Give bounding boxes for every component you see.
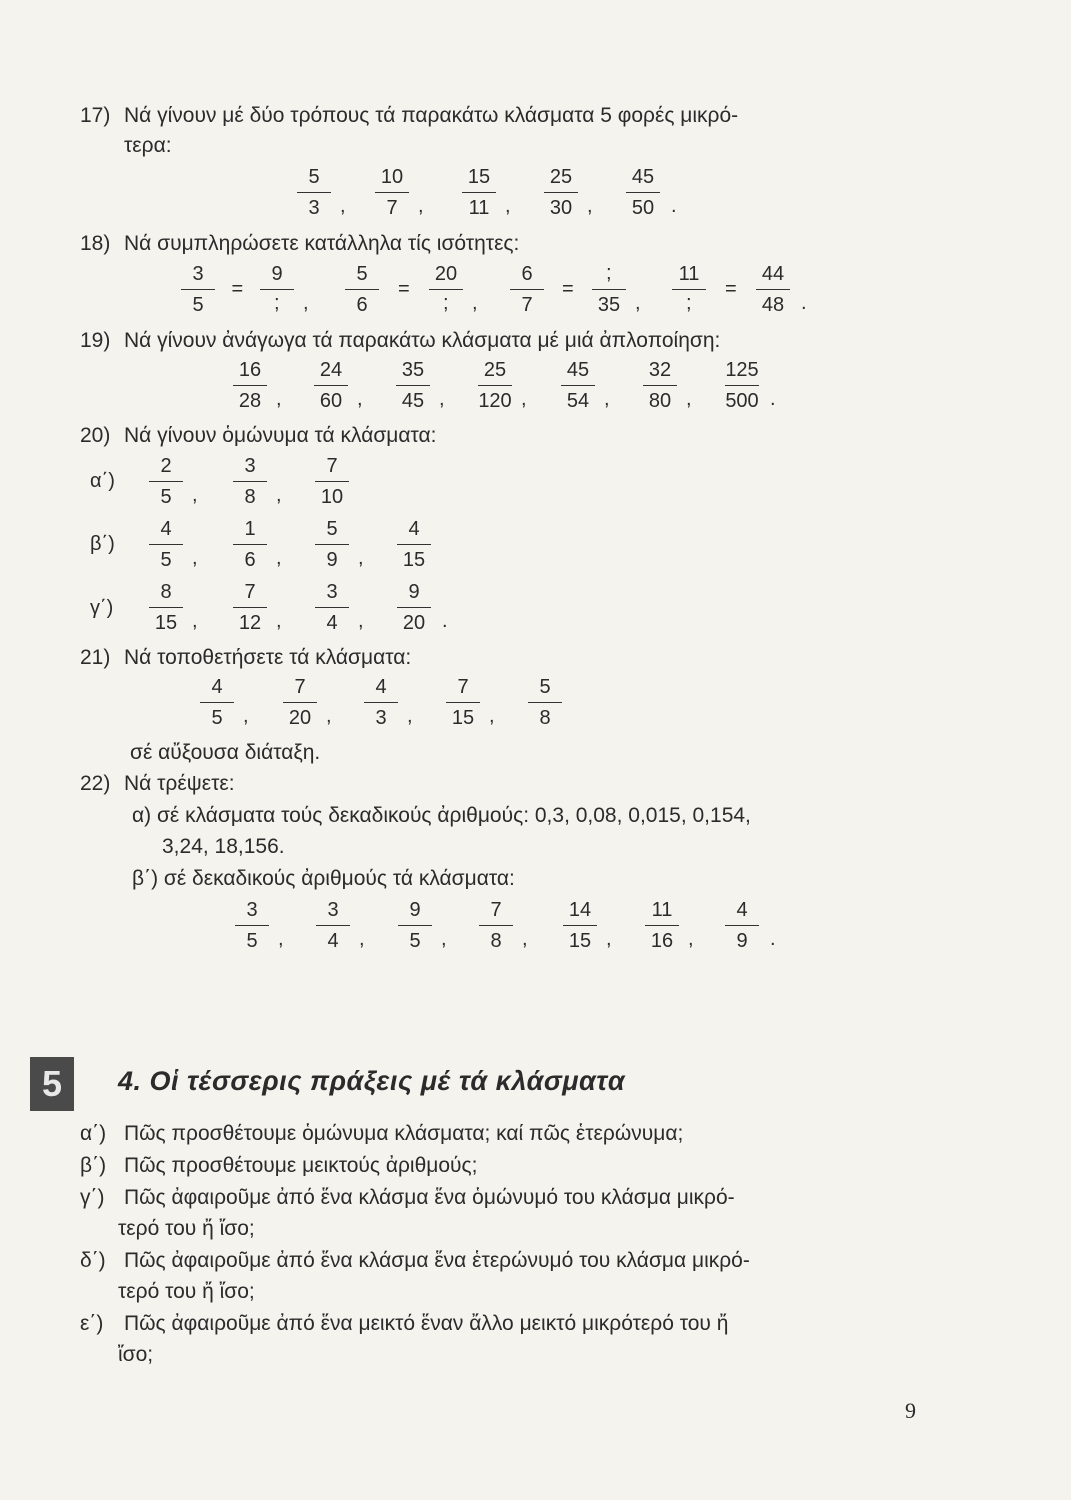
question-a xyxy=(80,1121,683,1147)
ex20-c-fractions xyxy=(0,580,1071,640)
fraction xyxy=(306,580,358,635)
numerator: 14 xyxy=(568,899,592,921)
fraction-bar xyxy=(478,385,512,386)
denominator: 20 xyxy=(402,612,426,634)
fraction-bar xyxy=(297,192,331,193)
comma: , xyxy=(243,705,249,727)
denominator: 10 xyxy=(320,486,344,508)
comma: , xyxy=(688,928,694,950)
fraction xyxy=(389,898,441,953)
fraction-bar xyxy=(479,925,513,926)
blank-marker: ; xyxy=(443,292,449,314)
ex21-after: σέ αὔξουσα διάταξη. xyxy=(130,741,321,764)
period: . xyxy=(442,610,448,632)
numerator: 4 xyxy=(375,676,387,698)
ex20-c-label: γ΄) xyxy=(90,597,114,619)
fraction-bar xyxy=(233,607,267,608)
ex22-fractions xyxy=(0,898,1071,958)
numerator: 24 xyxy=(319,359,343,381)
comma: , xyxy=(276,547,282,569)
fraction-bar xyxy=(233,544,267,545)
ex17-text2: τερα: xyxy=(124,134,172,157)
fraction xyxy=(453,165,505,220)
fraction-bar xyxy=(364,702,398,703)
fraction-bar xyxy=(233,481,267,482)
question-e-text: Πῶς ἀφαιροῦμε ἀπό ἕνα μεικτό ἕναν ἄλλο μεικτό μικρότερό του ἤ xyxy=(124,1312,729,1335)
fraction-bar xyxy=(429,289,463,290)
denominator: 54 xyxy=(566,390,590,412)
denominator: 45 xyxy=(401,390,425,412)
section-title: 4. Οἱ τέσσερις πράξεις μέ τά κλάσματα xyxy=(118,1066,626,1096)
ex20-a-fractions xyxy=(0,454,1071,514)
comma: , xyxy=(407,705,413,727)
fraction-bar xyxy=(528,702,562,703)
fraction xyxy=(634,358,686,413)
comma: , xyxy=(606,928,612,950)
comma: , xyxy=(441,928,447,950)
fraction xyxy=(535,165,587,220)
page-number: 9 xyxy=(905,1398,916,1423)
denominator: 9 xyxy=(326,549,338,571)
denominator: 3 xyxy=(308,197,320,219)
period: . xyxy=(801,292,807,314)
period: . xyxy=(770,928,776,950)
ex19-line xyxy=(80,328,720,354)
ex17-fractions xyxy=(0,165,1071,225)
comma: , xyxy=(276,610,282,632)
ex20-number: 20) xyxy=(80,424,111,447)
ex21-text: Νά τοποθετήσετε τά κλάσματα: xyxy=(124,646,412,669)
numerator: 1 xyxy=(244,518,256,540)
denominator: 8 xyxy=(490,930,502,952)
fraction-bar xyxy=(233,385,267,386)
fraction-bar xyxy=(315,544,349,545)
fraction xyxy=(388,517,440,572)
ex19-number: 19) xyxy=(80,329,111,352)
period: . xyxy=(671,195,677,217)
numerator: 4 xyxy=(160,518,172,540)
comma: , xyxy=(276,484,282,506)
fraction xyxy=(224,454,276,509)
denominator: 5 xyxy=(192,294,204,316)
fraction-bar xyxy=(397,607,431,608)
numerator: 5 xyxy=(539,676,551,698)
denominator: 7 xyxy=(521,294,533,316)
fraction xyxy=(305,358,357,413)
numerator: 35 xyxy=(401,359,425,381)
fraction-bar xyxy=(316,925,350,926)
fraction-bar xyxy=(149,607,183,608)
ex17-number: 17) xyxy=(80,104,111,127)
fraction-bar xyxy=(446,702,480,703)
denominator: 8 xyxy=(244,486,256,508)
fraction xyxy=(636,898,688,953)
fraction xyxy=(554,898,606,953)
fraction xyxy=(470,898,522,953)
fraction xyxy=(274,675,326,730)
fraction xyxy=(387,358,439,413)
numerator: 5 xyxy=(308,166,320,188)
comma: , xyxy=(340,195,346,217)
fraction-bar xyxy=(756,289,790,290)
numerator: 7 xyxy=(326,455,338,477)
fraction-bar xyxy=(626,192,660,193)
fraction-bar xyxy=(645,925,679,926)
denominator: 5 xyxy=(211,707,223,729)
fraction-bar xyxy=(375,192,409,193)
ex17-text1: Νά γίνουν μέ δύο τρόπους τά παρακάτω κλάσματα 5 φορές μικρό- xyxy=(124,104,739,127)
numerator: 45 xyxy=(631,166,655,188)
comma: , xyxy=(489,705,495,727)
denominator: 16 xyxy=(650,930,674,952)
comma: , xyxy=(359,928,365,950)
question-c xyxy=(80,1185,735,1211)
fraction-bar xyxy=(235,925,269,926)
ex18-line xyxy=(80,231,519,257)
denominator: 4 xyxy=(327,930,339,952)
numerator: 4 xyxy=(211,676,223,698)
fraction xyxy=(191,675,243,730)
numerator: 15 xyxy=(467,166,491,188)
question-c-label: γ΄) xyxy=(80,1186,105,1209)
numerator: 4 xyxy=(408,518,420,540)
question-b-label: β΄) xyxy=(80,1154,107,1177)
equals-sign: = xyxy=(562,278,574,300)
numerator: 3 xyxy=(327,899,339,921)
fraction xyxy=(716,358,768,413)
comma: , xyxy=(276,388,282,410)
denominator: 20 xyxy=(288,707,312,729)
numerator: 6 xyxy=(521,263,533,285)
fraction xyxy=(224,517,276,572)
denominator: 5 xyxy=(160,486,172,508)
comma: , xyxy=(357,388,363,410)
numerator: 11 xyxy=(678,263,700,285)
numerator: 3 xyxy=(326,581,338,603)
numerator: 3 xyxy=(192,263,204,285)
numerator: 4 xyxy=(736,899,748,921)
ex22-a-line2: 3,24, 18,156. xyxy=(162,835,285,858)
denominator: 11 xyxy=(468,197,490,219)
fraction-bar xyxy=(592,289,626,290)
ex18-text: Νά συμπληρώσετε κατάλληλα τίς ισότητες: xyxy=(124,232,520,255)
fraction-bar xyxy=(181,289,215,290)
denominator: 500 xyxy=(725,390,759,412)
fraction-bar xyxy=(283,702,317,703)
blank-marker: ; xyxy=(686,292,692,314)
fraction xyxy=(140,454,192,509)
denominator: 6 xyxy=(356,294,368,316)
numerator: 44 xyxy=(761,263,785,285)
ex17-line1 xyxy=(80,103,738,129)
fraction xyxy=(224,580,276,635)
denominator: 15 xyxy=(154,612,178,634)
comma: , xyxy=(604,388,610,410)
denominator: 120 xyxy=(478,390,512,412)
fraction-bar xyxy=(510,289,544,290)
denominator: 50 xyxy=(631,197,655,219)
numerator: 25 xyxy=(483,359,507,381)
fraction-bar xyxy=(260,289,294,290)
comma: , xyxy=(192,547,198,569)
denominator: 15 xyxy=(568,930,592,952)
comma: , xyxy=(192,484,198,506)
fraction-bar xyxy=(315,481,349,482)
denominator: 4 xyxy=(326,612,338,634)
section-badge: 5 xyxy=(30,1057,74,1111)
comma: , xyxy=(587,195,593,217)
denominator: 28 xyxy=(238,390,262,412)
comma: , xyxy=(521,388,527,410)
comma: , xyxy=(418,195,424,217)
ex20-b-fractions xyxy=(0,517,1071,577)
fraction xyxy=(552,358,604,413)
fraction-bar xyxy=(396,385,430,386)
denominator: 8 xyxy=(539,707,551,729)
comma: , xyxy=(505,195,511,217)
ex22-line xyxy=(80,771,235,797)
numerator: 5 xyxy=(326,518,338,540)
numerator: 9 xyxy=(271,263,283,285)
comma: , xyxy=(358,610,364,632)
ex18-equations xyxy=(0,262,1071,322)
period: . xyxy=(770,388,776,410)
fraction-bar xyxy=(725,385,759,386)
numerator: 7 xyxy=(457,676,469,698)
numerator: 125 xyxy=(725,359,759,381)
ex21-line xyxy=(80,645,411,671)
question-d-label: δ΄) xyxy=(80,1249,106,1272)
ex21-fractions xyxy=(0,675,1071,735)
numerator: 3 xyxy=(246,899,258,921)
comma: , xyxy=(326,705,332,727)
numerator: 16 xyxy=(238,359,262,381)
fraction xyxy=(388,580,440,635)
denominator: 3 xyxy=(375,707,387,729)
fraction-bar xyxy=(725,925,759,926)
fraction-bar xyxy=(397,544,431,545)
blank-marker: ; xyxy=(606,262,612,284)
denominator: 7 xyxy=(386,197,398,219)
blank-marker: ; xyxy=(274,292,280,314)
numerator: 11 xyxy=(651,899,673,921)
fraction-bar xyxy=(462,192,496,193)
ex18-number: 18) xyxy=(80,232,111,255)
fraction-bar xyxy=(561,385,595,386)
comma: , xyxy=(522,928,528,950)
equals-sign: = xyxy=(231,278,244,300)
ex19-fractions xyxy=(0,358,1071,418)
comma: , xyxy=(472,292,478,314)
fraction-bar xyxy=(672,289,706,290)
ex20-b-label: β΄) xyxy=(90,533,115,555)
fraction xyxy=(224,358,276,413)
comma: , xyxy=(278,928,284,950)
numerator: 20 xyxy=(434,263,458,285)
fraction xyxy=(140,517,192,572)
ex20-text: Νά γίνουν ὁμώνυμα τά κλάσματα: xyxy=(124,424,437,447)
fraction-bar xyxy=(314,385,348,386)
comma: , xyxy=(686,388,692,410)
denominator: 9 xyxy=(736,930,748,952)
question-d xyxy=(80,1248,750,1274)
equals-sign: = xyxy=(725,278,737,300)
numerator: 2 xyxy=(160,455,172,477)
comma: , xyxy=(192,610,198,632)
fraction-bar xyxy=(563,925,597,926)
question-a-label: α΄) xyxy=(80,1122,107,1145)
question-a-text: Πῶς προσθέτουμε ὁμώνυμα κλάσματα; καί πῶς ἑτερώνυμα; xyxy=(124,1122,684,1145)
denominator: 12 xyxy=(238,612,262,634)
ex22-b-line: β΄) σέ δεκαδικούς ἀριθμούς τά κλάσματα: xyxy=(132,867,515,890)
question-d-text: Πῶς ἀφαιροῦμε ἀπό ἕνα κλάσμα ἕνα ἑτερώνυμό του κλάσμα μικρό- xyxy=(124,1249,750,1272)
fraction xyxy=(501,262,553,317)
denominator: 48 xyxy=(761,294,785,316)
fraction xyxy=(469,358,521,413)
numerator: 3 xyxy=(244,455,256,477)
comma: , xyxy=(635,292,641,314)
fraction-bar xyxy=(345,289,379,290)
fraction-bar xyxy=(643,385,677,386)
ex22-a-line1: α) σέ κλάσματα τούς δεκαδικούς ἀριθμούς: 0,3, 0,08, 0,015, 0,154, xyxy=(132,804,751,827)
ex20-a-label: α΄) xyxy=(90,470,115,492)
fraction xyxy=(336,262,388,317)
fraction xyxy=(172,262,224,317)
fraction xyxy=(306,517,358,572)
numerator: 25 xyxy=(549,166,573,188)
question-c-text: Πῶς ἀφαιροῦμε ἀπό ἕνα κλάσμα ἕνα ὁμώνυμό του κλάσμα μικρό- xyxy=(124,1186,735,1209)
ex20-line xyxy=(80,423,437,449)
fraction xyxy=(306,454,358,509)
denominator: 5 xyxy=(409,930,421,952)
question-b-text: Πῶς προσθέτουμε μεικτούς ἀριθμούς; xyxy=(124,1154,478,1177)
numerator: 32 xyxy=(648,359,672,381)
fraction xyxy=(288,165,340,220)
denominator: 30 xyxy=(549,197,573,219)
denominator: 35 xyxy=(597,294,621,316)
fraction xyxy=(226,898,278,953)
comma: , xyxy=(358,547,364,569)
fraction-bar xyxy=(149,544,183,545)
fraction xyxy=(355,675,407,730)
numerator: 7 xyxy=(244,581,256,603)
comma: , xyxy=(303,292,309,314)
fraction xyxy=(747,262,799,317)
denominator: 60 xyxy=(319,390,343,412)
numerator: 9 xyxy=(409,899,421,921)
numerator: 7 xyxy=(490,899,502,921)
comma: , xyxy=(439,388,445,410)
ex22-number: 22) xyxy=(80,772,111,795)
fraction-bar xyxy=(544,192,578,193)
numerator: 9 xyxy=(408,581,420,603)
fraction xyxy=(437,675,489,730)
equals-sign: = xyxy=(398,278,410,300)
denominator: 15 xyxy=(402,549,426,571)
fraction-bar xyxy=(398,925,432,926)
fraction-bar xyxy=(315,607,349,608)
ex22-text: Νά τρέψετε: xyxy=(124,772,235,795)
denominator: 6 xyxy=(244,549,256,571)
fraction xyxy=(716,898,768,953)
numerator: 5 xyxy=(356,263,368,285)
fraction-bar xyxy=(200,702,234,703)
fraction xyxy=(617,165,669,220)
ex19-text: Νά γίνουν ἀνάγωγα τά παρακάτω κλάσματα μέ μιά ἀπλοποίηση: xyxy=(124,329,721,352)
numerator: 10 xyxy=(380,166,404,188)
fraction xyxy=(307,898,359,953)
ex21-number: 21) xyxy=(80,646,111,669)
denominator: 5 xyxy=(160,549,172,571)
denominator: 80 xyxy=(648,390,672,412)
fraction-bar xyxy=(149,481,183,482)
denominator: 5 xyxy=(246,930,258,952)
numerator: 45 xyxy=(566,359,590,381)
question-c-text2: τερό του ἤ ἴσο; xyxy=(118,1217,255,1240)
question-d-text2: τερό του ἤ ἴσο; xyxy=(118,1280,255,1303)
numerator: 7 xyxy=(294,676,306,698)
fraction xyxy=(519,675,571,730)
question-e-label: ε΄) xyxy=(80,1312,104,1335)
fraction xyxy=(140,580,192,635)
fraction xyxy=(366,165,418,220)
question-e-text2: ἴσο; xyxy=(118,1343,154,1366)
numerator: 8 xyxy=(160,581,172,603)
denominator: 15 xyxy=(451,707,475,729)
question-b xyxy=(80,1153,477,1179)
question-e xyxy=(80,1311,728,1337)
